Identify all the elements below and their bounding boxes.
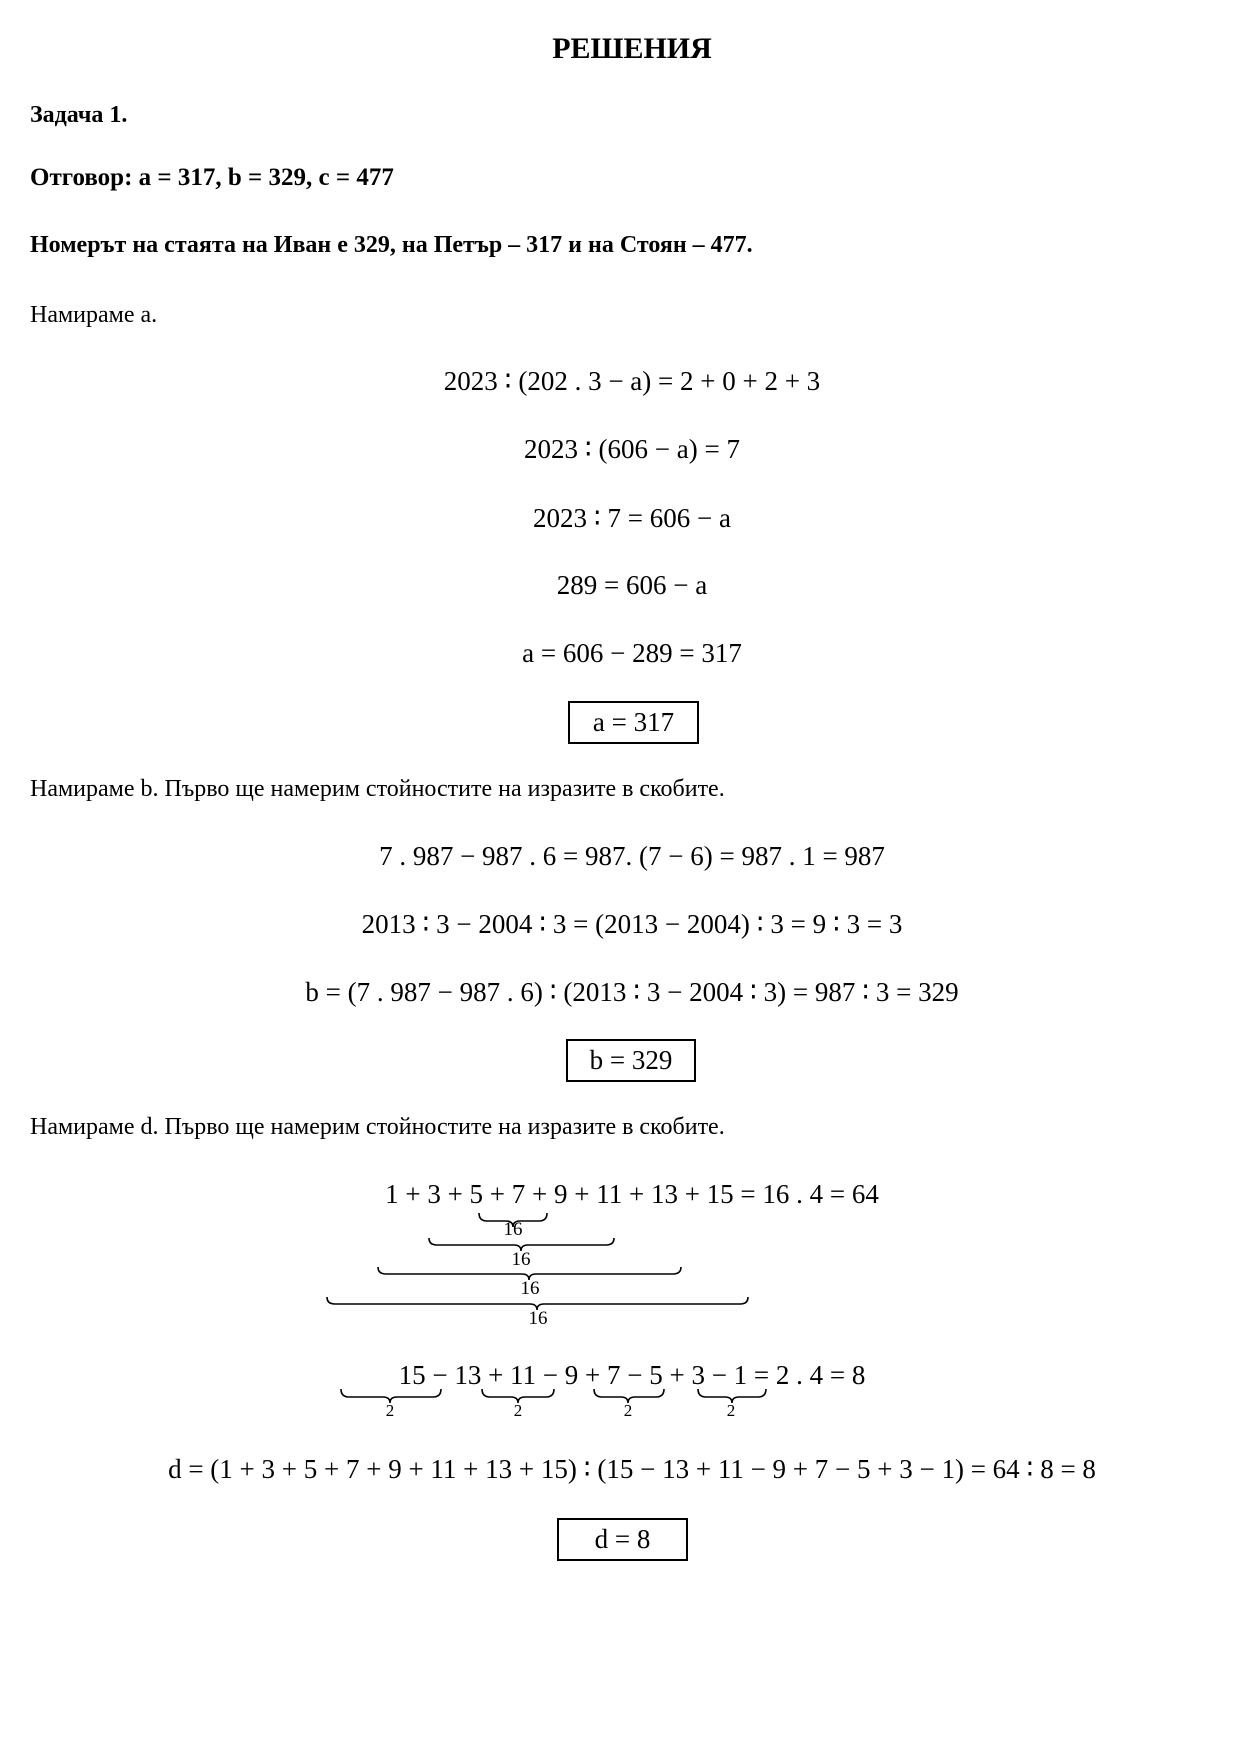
part-d-intro: Намираме d. Първо ще намерим стойностите на изразите в скобите. bbox=[30, 1114, 725, 1140]
sum-equation: 1 + 3 + 5 + 7 + 9 + 11 + 13 + 15 = 16 . 4 = 64 bbox=[385, 1179, 879, 1209]
brace-label: 2 bbox=[385, 1401, 395, 1420]
brace-label: 16 bbox=[503, 1219, 523, 1240]
result-box-d: d = 8 bbox=[557, 1518, 688, 1561]
equation: 2023 ∶ (202 . 3 − a) = 2 + 0 + 2 + 3 bbox=[443, 366, 821, 396]
brace-label: 2 bbox=[726, 1401, 736, 1420]
brace-label: 2 bbox=[513, 1401, 523, 1420]
page-title: РЕШЕНИЯ bbox=[552, 32, 712, 65]
diff-equation: 15 − 13 + 11 − 9 + 7 − 5 + 3 − 1 = 2 . 4 = 8 bbox=[398, 1360, 866, 1390]
equation: 2023 ∶ (606 − a) = 7 bbox=[524, 434, 740, 464]
final-equation: d = (1 + 3 + 5 + 7 + 9 + 11 + 13 + 15) ∶ (15 − 13 + 11 − 9 + 7 − 5 + 3 − 1) = 64 ∶ 8 = 8 bbox=[168, 1454, 1096, 1484]
equation: a = 606 − 289 = 317 bbox=[522, 638, 742, 668]
brace-label: 16 bbox=[528, 1308, 548, 1329]
brace-label: 16 bbox=[511, 1249, 531, 1270]
result-box-a: a = 317 bbox=[568, 701, 699, 744]
equation: 7 . 987 − 987 . 6 = 987. (7 − 6) = 987 . 1 = 987 bbox=[379, 841, 885, 871]
equation: b = (7 . 987 − 987 . 6) ∶ (2013 ∶ 3 − 2004 ∶ 3) = 987 ∶ 3 = 329 bbox=[305, 977, 959, 1007]
part-b-intro: Намираме b. Първо ще намерим стойностите на изразите в скобите. bbox=[30, 776, 725, 802]
equation: 289 = 606 − a bbox=[556, 570, 708, 600]
part-a-intro: Намираме a. bbox=[30, 302, 158, 328]
brace-label: 16 bbox=[520, 1278, 540, 1299]
result-box-b: b = 329 bbox=[566, 1039, 696, 1082]
equation: 2013 ∶ 3 − 2004 ∶ 3 = (2013 − 2004) ∶ 3 = 9 ∶ 3 = 3 bbox=[361, 909, 903, 939]
task-heading: Задача 1. bbox=[30, 102, 128, 128]
equation: 2023 ∶ 7 = 606 − a bbox=[533, 503, 731, 533]
answer-line: Отговор: a = 317, b = 329, c = 477 bbox=[30, 164, 394, 191]
answer-text: Номерът на стаята на Иван е 329, на Петър – 317 и на Стоян – 477. bbox=[30, 232, 753, 258]
brace-label: 2 bbox=[623, 1401, 633, 1420]
